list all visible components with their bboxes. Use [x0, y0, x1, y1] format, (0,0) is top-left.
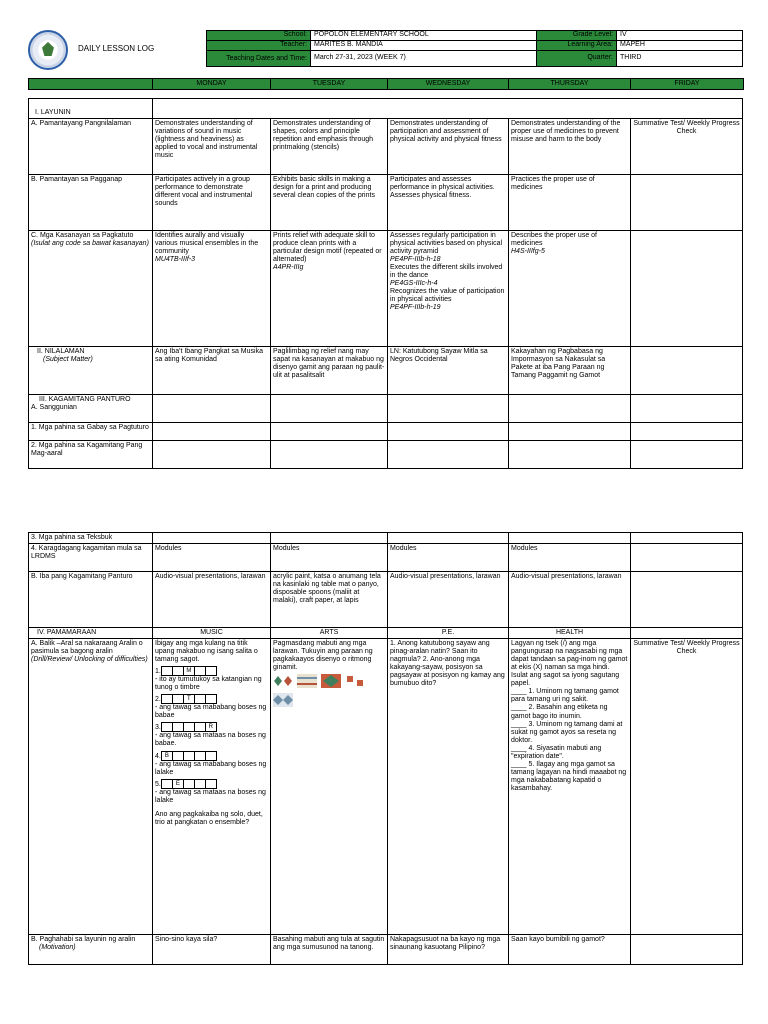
cell: Paglilimbag ng relief nang may sapat na kasanayan at makabuo ng disenyo gamit ang paraan ng paulit-ulit at pasalitsalit	[271, 347, 388, 395]
letter-box	[205, 694, 217, 704]
letter-box: E	[172, 779, 184, 789]
row-label-text: C. Mga Kasanayan sa Pagkatuto	[31, 232, 134, 239]
cell	[271, 423, 388, 441]
cell: Audio-visual presentations, larawan	[388, 572, 509, 628]
quarter-value: THIRD	[617, 51, 743, 67]
health-item: ____ 5. Ilagay ang mga gamot sa tamang lagayan na hindi maaabot ng mga nakababatang kapatid o kasambahay.	[511, 760, 627, 792]
day-wednesday: WEDNESDAY	[388, 79, 509, 89]
cell	[631, 572, 743, 628]
cell: Demonstrates understanding of the proper use of medicines to prevent misuse and harm to the body	[509, 119, 631, 175]
letter-box: R	[205, 722, 217, 732]
school-value: POPOLON ELEMENTARY SCHOOL	[311, 31, 537, 41]
row-label	[29, 347, 153, 395]
letter-box: B	[161, 751, 173, 761]
cell: Modules	[388, 544, 509, 572]
row-label-note: (Motivation)	[39, 944, 76, 952]
letter-box	[205, 666, 217, 676]
layunin-blank	[153, 99, 743, 119]
music-question: Ano ang pagkakaiba ng solo, duet, trio at pangkatan o ensemble?	[155, 810, 263, 826]
letter-box: M	[183, 666, 195, 676]
competency-text: Prints relief with adequate skill to produce clean prints with a particular design motif (repeated or alternated)	[273, 232, 382, 264]
cell	[271, 395, 388, 423]
cell	[631, 347, 743, 395]
row-label-text: A. Balik –Aral sa nakaraang Aralin o pasimula sa bagong aralin	[31, 640, 143, 656]
cell	[509, 441, 631, 469]
cell: Ang Iba't Ibang Pangkat sa Musika sa ating Komunidad	[153, 347, 271, 395]
letter-box: T	[183, 694, 195, 704]
pattern-image-5	[273, 693, 293, 707]
music-item-number: 2.	[155, 696, 161, 704]
days-header-blank	[29, 79, 153, 89]
cell	[153, 423, 271, 441]
music-item-text: - ito ay tumutukoy sa katangian ng tunog o timbre	[155, 676, 262, 692]
lesson-table-2	[28, 532, 743, 965]
days-header	[28, 78, 744, 90]
cell: Modules	[271, 544, 388, 572]
dates-value: March 27-31, 2023 (WEEK 7)	[311, 51, 537, 67]
cell	[631, 441, 743, 469]
cell: Exhibits basic skills in making a design for a print and producing several clean copies of the prints	[271, 175, 388, 231]
cell: Modules	[153, 544, 271, 572]
arts-cell	[271, 639, 388, 935]
cell	[271, 533, 388, 544]
row-label	[29, 395, 153, 423]
row-label-note: (Drill/Review/ Unlocking of difficulties)	[31, 656, 148, 664]
cell	[509, 395, 631, 423]
grade-level-label: Grade Level:	[537, 31, 617, 41]
competency-code: PE4PF-IIIb-h-18	[390, 256, 441, 264]
letter-box	[205, 751, 217, 761]
subject-arts: ARTS	[271, 628, 388, 639]
layunin-heading: I. LAYUNIN	[29, 99, 153, 119]
arts-images	[273, 672, 385, 710]
row-label	[29, 231, 153, 347]
row-label: B. Iba pang Kagamitang Panturo	[29, 572, 153, 628]
cell: Modules	[509, 544, 631, 572]
music-item	[155, 779, 268, 805]
music-item	[155, 722, 268, 748]
cell	[631, 533, 743, 544]
music-item	[155, 694, 268, 720]
cell: Participates actively in a group performance to demonstrate different vocal and instrumental sounds	[153, 175, 271, 231]
pattern-image-2	[297, 674, 317, 688]
cell: Audio-visual presentations, larawan	[509, 572, 631, 628]
subject-health: HEALTH	[509, 628, 631, 639]
day-tuesday: TUESDAY	[271, 79, 388, 89]
competency-text: Executes the different skills involved in the dance	[390, 264, 503, 280]
music-item-text: - ang tawag sa mababang boses ng lalake	[155, 760, 267, 776]
row-label: A. Pamantayang Pangnilalaman	[29, 119, 153, 175]
cell	[153, 533, 271, 544]
cell: Demonstrates understanding of participation and assessment of physical activity and physical fitness	[388, 119, 509, 175]
health-cell	[509, 639, 631, 935]
cell	[509, 423, 631, 441]
day-monday: MONDAY	[153, 79, 271, 89]
music-cell	[153, 639, 271, 935]
health-item: ____ 4. Siyasatin mabuti ang "expiration date".	[511, 744, 602, 760]
cell: Audio-visual presentations, larawan	[153, 572, 271, 628]
row-label: B. Pamantayan sa Pagganap	[29, 175, 153, 231]
health-item: ____ 2. Basahin ang etiketa ng gamot bago ito inumin.	[511, 704, 608, 720]
cell	[271, 441, 388, 469]
competency-text: Identifies aurally and visually various musical ensembles in the community	[155, 232, 259, 256]
cell	[388, 533, 509, 544]
cell	[631, 175, 743, 231]
teacher-label: Teacher:	[207, 41, 311, 51]
row-label-text: II. NILALAMAN	[37, 348, 85, 355]
competency-code: H4S-IIIfg-5	[511, 248, 545, 256]
cell	[271, 231, 388, 347]
music-item-number: 3.	[155, 724, 161, 732]
header-info-table	[206, 30, 743, 67]
music-item	[155, 751, 268, 777]
learning-area-value: MAPEH	[617, 41, 743, 51]
friday-cell: Summative Test/ Weekly Progress Check	[631, 639, 743, 935]
cell	[631, 231, 743, 347]
competency-text: Assesses regularly participation in physical activities based on physical activity pyramid	[390, 232, 503, 256]
cell: Kakayahan ng Pagbabasa ng Impormasyon sa Nakasulat sa Pakete at iba Pang Paraan ng Tamang Paggamit ng Gamot	[509, 347, 631, 395]
cell	[631, 628, 743, 639]
cell: Demonstrates understanding of variations of sound in music (lightness and heaviness) as applied to vocal and instrumental music	[153, 119, 271, 175]
pe-cell: 1. Anong katutubong sayaw ang pinag-aralan natin? Saan ito nagmula? 2. Ano-anong mga kakayang-sayaw, posisyon sa pagsayaw at posisyon ng kamay ang bumubuo dito?	[388, 639, 509, 935]
row-label-note: (Isulat ang code sa bawat kasanayan)	[31, 240, 149, 248]
school-label: School:	[207, 31, 311, 41]
competency-code: PE4PF-IIIb-h-19	[390, 304, 441, 312]
music-item-number: 5.	[155, 780, 161, 788]
row-label-text: B. Paghahabi sa layunin ng aralin	[31, 936, 136, 944]
dates-label: Teaching Dates and Time:	[207, 51, 311, 67]
pattern-image-1	[273, 674, 293, 688]
cell	[631, 423, 743, 441]
cell: Practices the proper use of medicines	[509, 175, 631, 231]
learning-area-label: Learning Area:	[537, 41, 617, 51]
competency-code: PE4GS-IIIc-h-4	[390, 280, 438, 288]
cell	[509, 533, 631, 544]
row-label: 1. Mga pahina sa Gabay sa Pagtuturo	[29, 423, 153, 441]
music-item-number: 1.	[155, 668, 161, 676]
quarter-label: Quarter:	[537, 51, 617, 67]
competency-text: Recognizes the value of participation in physical activities	[390, 288, 505, 304]
deped-seal-icon	[28, 30, 68, 70]
grade-level-value: IV	[617, 31, 743, 41]
music-intro: Ibigay ang mga kulang na titik upang makabuo ng isang salita o tamang sagot.	[155, 640, 258, 664]
row-label-note: (Subject Matter)	[43, 356, 93, 364]
day-thursday: THURSDAY	[509, 79, 631, 89]
competency-text: Describes the proper use of medicines	[511, 232, 597, 248]
cell	[388, 423, 509, 441]
subject-pe: P.E.	[388, 628, 509, 639]
cell: acrylic paint, katsa o anumang tela na kasinlaki ng table mat o panyo, disposable spoons (maliit at malaki), craft paper, at lapis	[271, 572, 388, 628]
cell	[153, 395, 271, 423]
cell: Basahing mabuti ang tula at sagutin ang mga sumusunod na tanong.	[271, 935, 388, 965]
cell: Demonstrates understanding of shapes, colors and principle repetition and emphasis through printmaking (stencils)	[271, 119, 388, 175]
pattern-image-4	[345, 674, 365, 688]
row-label: 2. Mga pahina sa Kagamitang Pang Mag-aaral	[29, 441, 153, 469]
music-item-text: - ang tawag sa mataas na boses ng lalake	[155, 788, 266, 804]
competency-code: A4PR-IIIg	[273, 264, 304, 272]
cell	[631, 395, 743, 423]
health-item: ____ 3. Uminom ng tamang dami at sukat ng gamot ayos sa reseta ng doktor.	[511, 720, 623, 744]
subject-music: MUSIC	[153, 628, 271, 639]
cell	[153, 441, 271, 469]
teacher-value: MARITES B. MANDIA	[311, 41, 537, 51]
music-item	[155, 666, 268, 692]
row-label	[29, 935, 153, 965]
day-friday: FRIDAY	[674, 80, 700, 87]
music-item-text: - ang tawag sa mataas na boses ng babae.	[155, 732, 266, 748]
cell: Participates and assesses performance in physical activities. Assesses physical fitness.	[388, 175, 509, 231]
cell	[631, 935, 743, 965]
row-label-text: A. Sanggunian	[31, 404, 77, 412]
music-item-text: - ang tawag sa mababang boses ng babae	[155, 704, 267, 720]
cell: Nakapagsusuot na ba kayo ng mga sinaunang kasuotang Pilipino?	[388, 935, 509, 965]
cell: LN: Katutubong Sayaw Mitla sa Negros Occidental	[388, 347, 509, 395]
row-label: IV. PAMAMARAAN	[29, 628, 153, 639]
cell: Summative Test/ Weekly Progress Check	[631, 119, 743, 175]
cell: Saan kayo bumibili ng gamot?	[509, 935, 631, 965]
cell	[153, 231, 271, 347]
music-item-number: 4.	[155, 752, 161, 760]
lesson-table-1	[28, 98, 743, 469]
cell	[631, 544, 743, 572]
health-intro: Lagyan ng tsek (/) ang mga pangungusap na nagsasabi ng mga dapat tandaan sa pag-inom ng gamot at ekis (X) naman sa mga hindi. Isulat ang sagot sa iyong sagutang papel.	[511, 640, 628, 688]
arts-intro: Pagmasdang mabuti ang mga larawan. Tukuyin ang paraan ng pagkakaayos disenyo o ritmong ginamit.	[273, 640, 373, 672]
row-label-text: III. KAGAMITANG PANTURO	[39, 396, 131, 403]
cell	[388, 231, 509, 347]
row-label: 3. Mga pahina sa Teksbuk	[29, 533, 153, 544]
music-items	[155, 666, 268, 804]
cell	[388, 395, 509, 423]
health-item: ____ 1. Uminom ng tamang gamot para tamang uri ng sakit.	[511, 688, 619, 704]
letter-box	[205, 779, 217, 789]
cell	[388, 441, 509, 469]
pattern-image-3	[321, 674, 341, 688]
row-label	[29, 639, 153, 935]
log-title: DAILY LESSON LOG	[78, 44, 155, 53]
competency-code: MU4TB-IIIf-3	[155, 256, 196, 264]
cell	[509, 231, 631, 347]
row-label: 4. Karagdagang kagamitan mula sa LRDMS	[29, 544, 153, 572]
cell: Sino-sino kaya sila?	[153, 935, 271, 965]
